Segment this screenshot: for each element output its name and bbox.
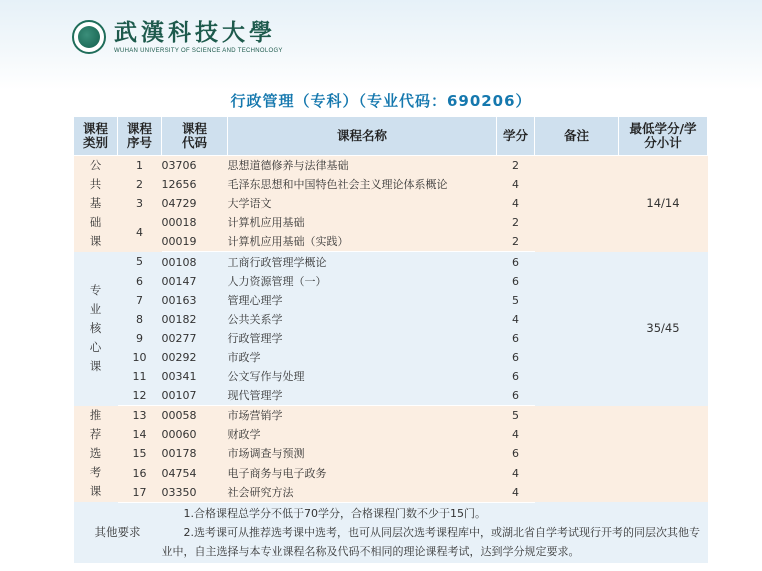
name-cell: 公文写作与处理 [228, 367, 497, 386]
university-emblem-icon [72, 20, 106, 54]
name-cell: 电子商务与电子政务 [228, 464, 497, 483]
credit-cell: 6 [497, 329, 535, 348]
credit-cell: 6 [497, 348, 535, 367]
credit-cell: 5 [497, 291, 535, 310]
requirement-line-2: 2.选考课可从推荐选考课中选考，也可从同层次选考课程库中，或湖北省自学考试现行开考的同层次其他专业中，自主选择与本专业课程名称及代码不相同的理论课程考试，达到学分规定要求。 [161, 526, 700, 559]
note-cell [535, 156, 619, 252]
header-seq: 课程序号 [118, 117, 162, 156]
seq-cell: 8 [118, 310, 162, 329]
header-name: 课程名称 [228, 117, 497, 156]
header-credit: 学分 [497, 117, 535, 156]
page-title: 行政管理（专科）（专业代码：690206） [230, 92, 532, 110]
seq-cell: 17 [118, 483, 162, 503]
name-cell: 毛泽东思想和中国特色社会主义理论体系概论 [228, 175, 497, 194]
header-code: 课程代码 [162, 117, 228, 156]
code-cell: 04729 [162, 194, 228, 213]
seq-cell: 3 [118, 194, 162, 213]
note-cell [535, 252, 619, 406]
min-credit-cell [619, 406, 708, 502]
name-cell: 管理心理学 [228, 291, 497, 310]
table-row [74, 406, 708, 426]
code-cell: 04754 [162, 464, 228, 483]
table-row [74, 252, 708, 272]
credit-cell: 6 [497, 444, 535, 463]
seq-cell: 13 [118, 406, 162, 426]
name-cell: 工商行政管理学概论 [228, 252, 497, 272]
other-requirements-label: 其他要求 [74, 502, 162, 563]
credit-cell: 4 [497, 194, 535, 213]
name-cell: 市场调查与预测 [228, 444, 497, 463]
code-cell: 00107 [162, 386, 228, 406]
code-cell: 03350 [162, 483, 228, 503]
category-cell: 公共基础课 [74, 156, 118, 252]
table-header-row [74, 117, 708, 156]
code-cell: 00019 [162, 232, 228, 252]
code-cell: 00163 [162, 291, 228, 310]
seq-cell: 15 [118, 444, 162, 463]
code-cell: 00108 [162, 252, 228, 272]
code-cell: 00277 [162, 329, 228, 348]
credit-cell: 2 [497, 213, 535, 232]
name-cell: 财政学 [228, 425, 497, 444]
table-row [74, 156, 708, 176]
name-cell: 社会研究方法 [228, 483, 497, 503]
seq-cell: 11 [118, 367, 162, 386]
code-cell: 00060 [162, 425, 228, 444]
code-cell: 12656 [162, 175, 228, 194]
seq-cell: 12 [118, 386, 162, 406]
seq-cell: 4 [118, 213, 162, 252]
credit-cell: 6 [497, 367, 535, 386]
name-cell: 现代管理学 [228, 386, 497, 406]
logo-name-cn: 武漢科技大學 [114, 19, 276, 46]
other-requirements-row [74, 502, 708, 563]
credit-cell: 6 [497, 386, 535, 406]
code-cell: 00292 [162, 348, 228, 367]
category-cell: 专业核心课 [74, 252, 118, 406]
header-category: 课程类别 [74, 117, 118, 156]
credit-cell: 4 [497, 464, 535, 483]
header-note: 备注 [535, 117, 619, 156]
name-cell: 公共关系学 [228, 310, 497, 329]
seq-cell: 10 [118, 348, 162, 367]
code-cell: 00018 [162, 213, 228, 232]
code-cell: 00341 [162, 367, 228, 386]
code-cell: 00058 [162, 406, 228, 426]
credit-cell: 6 [497, 272, 535, 291]
credit-cell: 5 [497, 406, 535, 426]
requirement-line-1: 1.合格课程总学分不低于70学分，合格课程门数不少于15门。 [183, 507, 486, 521]
name-cell: 人力资源管理（一） [228, 272, 497, 291]
min-credit-cell: 35/45 [619, 252, 708, 406]
credit-cell: 2 [497, 232, 535, 252]
seq-cell: 14 [118, 425, 162, 444]
name-cell: 计算机应用基础（实践） [228, 232, 497, 252]
credit-cell: 4 [497, 425, 535, 444]
credit-cell: 4 [497, 175, 535, 194]
seq-cell: 16 [118, 464, 162, 483]
seq-cell: 6 [118, 272, 162, 291]
other-requirements-text [162, 502, 708, 563]
code-cell: 00182 [162, 310, 228, 329]
course-table [73, 116, 708, 563]
university-logo [72, 20, 283, 54]
credit-cell: 2 [497, 156, 535, 176]
code-cell: 00178 [162, 444, 228, 463]
code-cell: 03706 [162, 156, 228, 176]
category-cell: 推荐选考课 [74, 406, 118, 502]
seq-cell: 7 [118, 291, 162, 310]
credit-cell: 6 [497, 252, 535, 272]
header-min: 最低学分/学分小计 [619, 117, 708, 156]
name-cell: 思想道德修养与法律基础 [228, 156, 497, 176]
name-cell: 市场营销学 [228, 406, 497, 426]
seq-cell: 1 [118, 156, 162, 176]
seq-cell: 9 [118, 329, 162, 348]
name-cell: 计算机应用基础 [228, 213, 497, 232]
name-cell: 行政管理学 [228, 329, 497, 348]
seq-cell: 5 [118, 252, 162, 272]
credit-cell: 4 [497, 310, 535, 329]
credit-cell: 4 [497, 483, 535, 503]
min-credit-cell: 14/14 [619, 156, 708, 252]
logo-name-en: WUHAN UNIVERSITY OF SCIENCE AND TECHNOLOGY [114, 48, 283, 54]
name-cell: 市政学 [228, 348, 497, 367]
seq-cell: 2 [118, 175, 162, 194]
code-cell: 00147 [162, 272, 228, 291]
page-header [0, 0, 762, 90]
note-cell [535, 406, 619, 502]
name-cell: 大学语文 [228, 194, 497, 213]
